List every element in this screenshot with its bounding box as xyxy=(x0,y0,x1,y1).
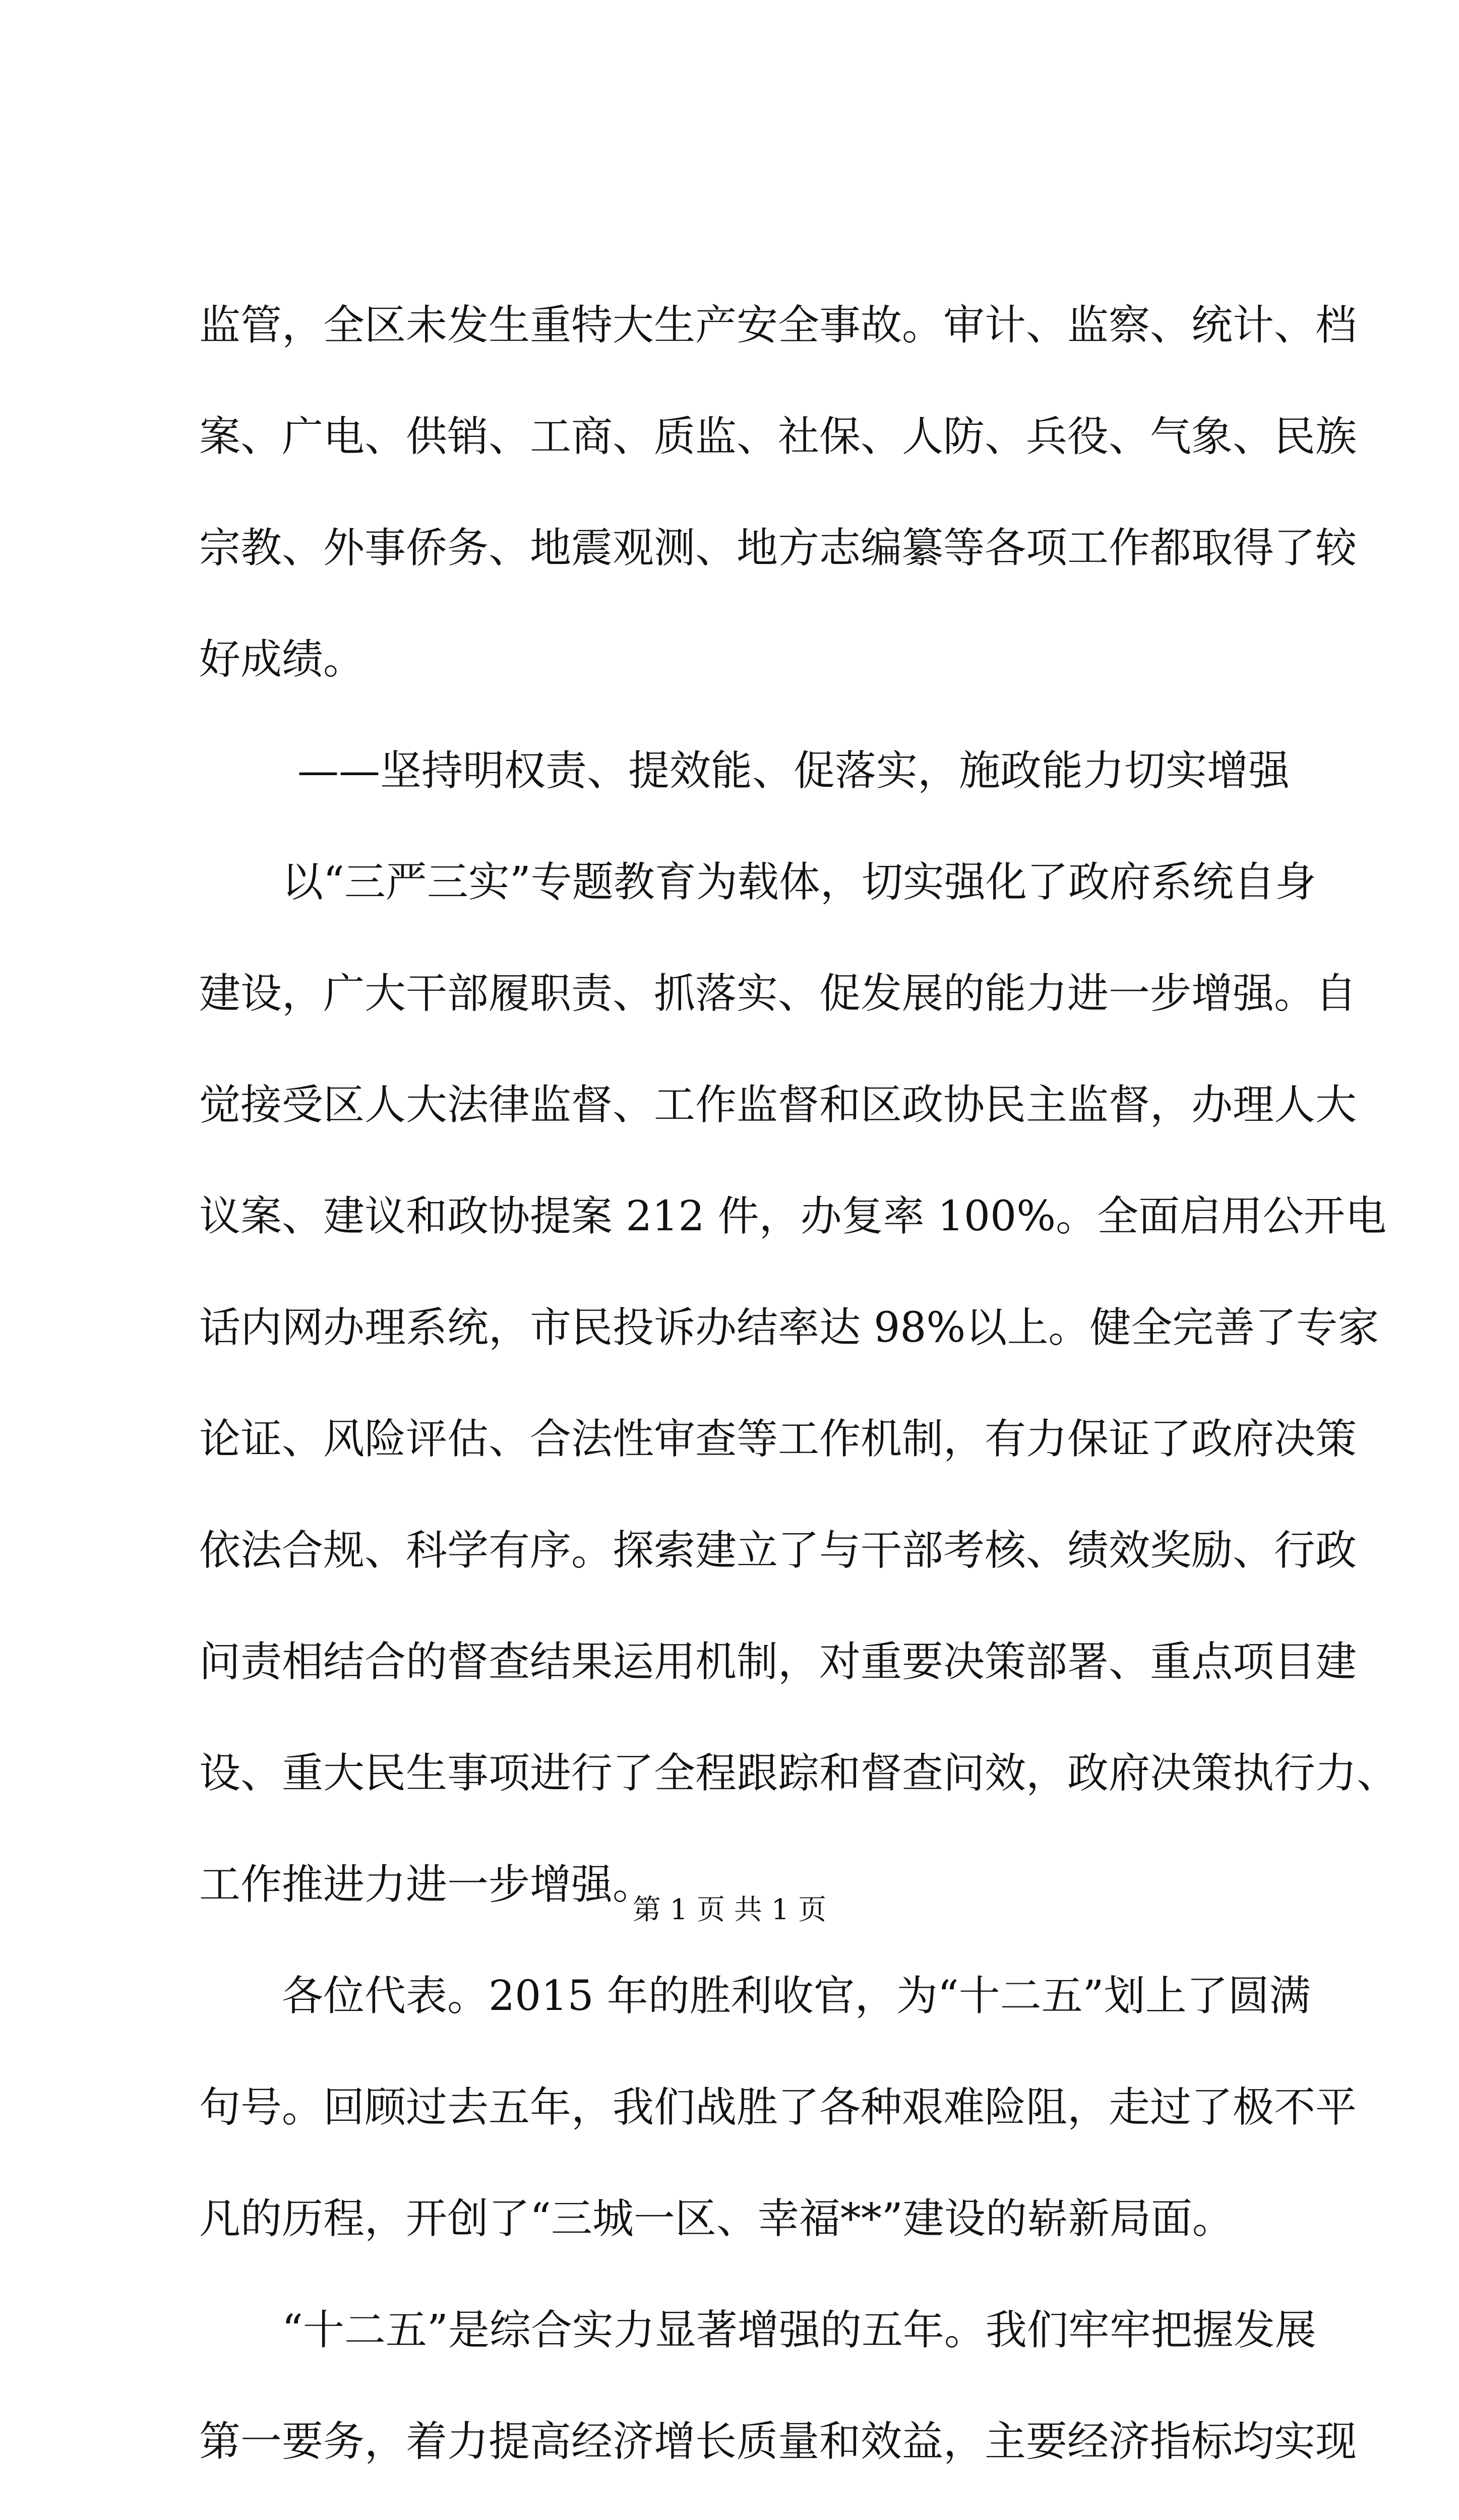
text-line: 论证、风险评估、合法性审查等工作机制，有力保证了政府决策 xyxy=(199,1415,1357,1463)
text-line: 以“三严三实”专题教育为载体，切实强化了政府系统自身 xyxy=(282,858,1316,906)
text-line xyxy=(199,2497,1278,2520)
text-line: 话内网办理系统，市民投诉办结率达 98%以上。健全完善了专家 xyxy=(199,1304,1379,1352)
section-heading: ——坚持明权责、提效能、促落实，施政能力切实增强 xyxy=(297,747,1290,795)
text-line: 监管，全区未发生重特大生产安全事故。审计、监察、统计、档 xyxy=(199,301,1357,349)
text-line: 各位代表。2015 年的胜利收官，为“十二五”划上了圆满 xyxy=(282,1972,1311,2020)
text-line: 句号。回顾过去五年，我们战胜了各种艰难险阻，走过了极不平 xyxy=(199,2084,1357,2131)
text-line: 问责相结合的督查结果运用机制，对重要决策部署、重点项目建 xyxy=(199,1638,1357,1686)
document-body xyxy=(199,270,1399,2520)
page-footer: 第 1 页 共 1 页 xyxy=(632,1894,827,1926)
text-line: 第一要务，着力提高经济增长质量和效益，主要经济指标均实现 xyxy=(199,2418,1357,2466)
text-line: 凡的历程，开创了“三城一区、幸福**”建设的崭新局面。 xyxy=(199,2195,1234,2243)
text-line: 觉接受区人大法律监督、工作监督和区政协民主监督，办理人大 xyxy=(199,1081,1357,1129)
text-line: “十二五”是综合实力显著增强的五年。我们牢牢把握发展 xyxy=(282,2306,1316,2354)
text-line: 好成绩。 xyxy=(199,636,365,683)
text-line: 设、重大民生事项进行了全程跟踪和督查问效，政府决策执行力、 xyxy=(199,1749,1399,1797)
text-line: 建设，广大干部履职责、抓落实、促发展的能力进一步增强。自 xyxy=(199,970,1357,1018)
text-line: 依法合规、科学有序。探索建立了与干部考核、绩效奖励、行政 xyxy=(199,1527,1357,1574)
text-line: 议案、建议和政协提案 212 件，办复率 100%。全面启用公开电 xyxy=(199,1192,1387,1240)
text-line: 案、广电、供销、工商、质监、社保、人防、兵役、气象、民族 xyxy=(199,413,1357,461)
text-line: 宗教、外事侨务、地震观测、地方志编纂等各项工作都取得了较 xyxy=(199,524,1357,572)
text-line: 工作推进力进一步增强。 xyxy=(199,1861,654,1909)
